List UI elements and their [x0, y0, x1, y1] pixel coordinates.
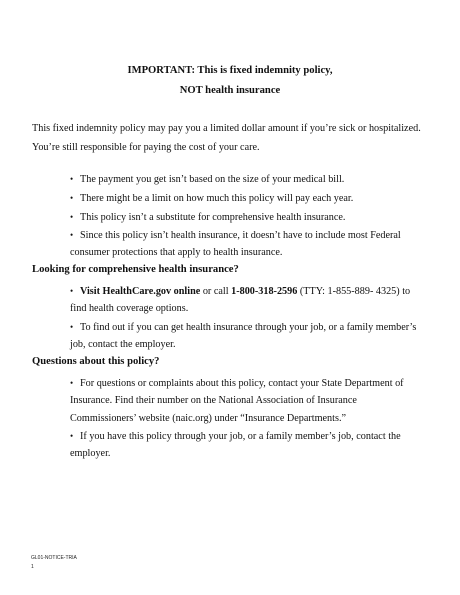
bullet-questions-cont-2: Commissioners’ website (naic.org) under “Insurance Departments.”	[70, 413, 347, 424]
section-heading-comprehensive: Looking for comprehensive health insurance?	[32, 264, 239, 275]
bullet-text: or call	[200, 286, 232, 297]
bullet-questions-complaints	[70, 374, 436, 394]
bullet-not-substitute	[70, 208, 436, 228]
bullet-icon: •	[70, 431, 74, 441]
footer-form-code: GL01-NOTICE-TRIA	[31, 555, 77, 561]
section-heading-questions: Questions about this policy?	[32, 356, 160, 367]
bullet-text: This policy isn’t a substitute for comprehensive health insurance.	[80, 212, 346, 223]
notice-title-line-2: NOT health insurance	[179, 85, 281, 96]
bullet-text: To find out if you can get health insurance through your job, or a family member’s	[80, 322, 417, 333]
bullet-federal-protections-cont: consumer protections that apply to health insurance.	[70, 247, 283, 258]
bullet-icon: •	[70, 378, 74, 388]
bullet-text: (TTY: 1-855-889- 4325) to	[297, 286, 411, 297]
bullet-text: If you have this policy through your job, or a family member’s job, contact the	[80, 431, 401, 442]
bullet-icon: •	[70, 230, 74, 240]
healthcare-gov-link[interactable]: Visit HealthCare.gov online	[80, 286, 201, 297]
bullet-contact-employer	[70, 427, 436, 447]
page-number: 1	[31, 564, 34, 570]
bullet-icon: •	[70, 193, 74, 203]
bullet-contact-employer-cont: employer.	[70, 448, 111, 459]
bullet-job-insurance-cont: job, contact the employer.	[70, 339, 176, 350]
notice-title-line-1: IMPORTANT: This is fixed indemnity policy,	[127, 65, 333, 76]
bullet-icon: •	[70, 174, 74, 184]
bullet-job-insurance	[70, 318, 436, 338]
intro-line-2: You’re still responsible for paying the cost of your care.	[32, 142, 260, 153]
bullet-federal-protections	[70, 226, 436, 246]
bullet-text: Since this policy isn’t health insurance, it doesn’t have to include most Federal	[80, 230, 401, 241]
bullet-visit-healthcare-cont: find health coverage options.	[70, 303, 189, 314]
bullet-icon: •	[70, 212, 74, 222]
bullet-icon: •	[70, 322, 74, 332]
bullet-yearly-limit	[70, 189, 436, 209]
bullet-icon: •	[70, 286, 74, 296]
bullet-questions-cont-1: Insurance. Find their number on the National Association of Insurance	[70, 395, 357, 406]
bullet-text: There might be a limit on how much this policy will pay each year.	[80, 193, 354, 204]
bullet-visit-healthcare	[70, 282, 436, 302]
bullet-text: For questions or complaints about this policy, contact your State Department of	[80, 378, 404, 389]
phone-number: 1-800-318-2596	[231, 286, 298, 297]
intro-line-1: This fixed indemnity policy may pay you a limited dollar amount if you’re sick or hospitalized.	[32, 123, 421, 134]
bullet-text: The payment you get isn’t based on the size of your medical bill.	[80, 174, 345, 185]
bullet-payment-size	[70, 170, 436, 190]
